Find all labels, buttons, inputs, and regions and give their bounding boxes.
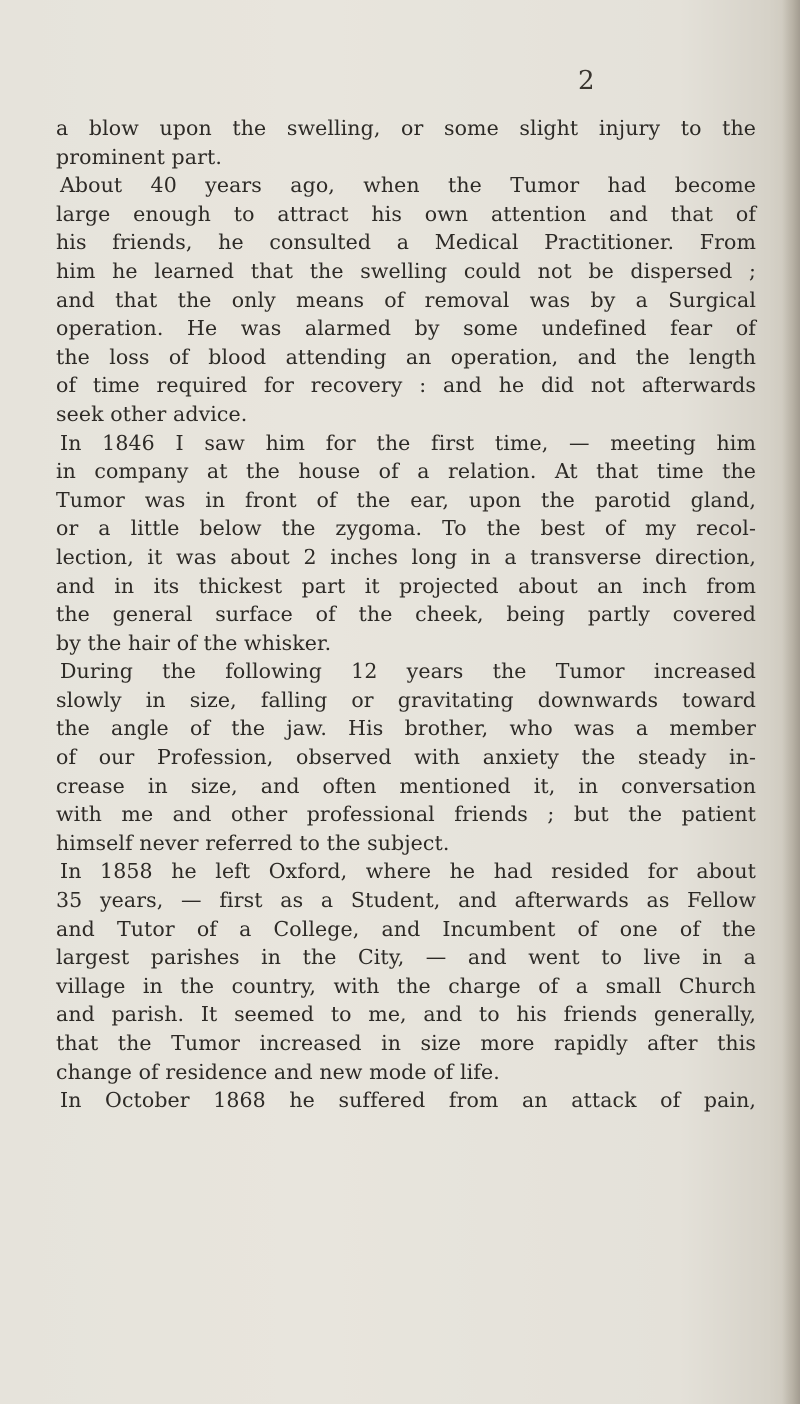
body-text [56,114,756,1115]
text-line: himself never referred to the subject. [56,830,450,855]
text-line: the angle of the jaw. His brother, who was a member [56,716,756,741]
page-number: 2 [578,66,595,96]
text-line: village in the country, with the charge of a small Church [56,973,756,998]
text-line: and that the only means of removal was by a Surgical [56,287,756,312]
text-line: and in its thickest part it projected about an inch from [56,573,756,598]
text-line: and Tutor of a College, and Incumbent of one of the [56,916,756,941]
text-line: of our Profession, observed with anxiety the steady in- [56,745,756,770]
page-edge-shadow [782,0,800,1404]
text-line: slowly in size, falling or gravitating downwards toward [56,687,756,712]
text-line: with me and other professional friends ; but the patient [56,802,756,827]
text-line: him he learned that the swelling could not be dispersed ; [56,258,756,283]
text-line: operation. He was alarmed by some undefined fear of [56,316,756,341]
text-line: During the following 12 years the Tumor increased [60,659,756,684]
text-line: or a little below the zygoma. To the best of my recol- [56,516,756,541]
text-line: change of residence and new mode of life. [56,1059,500,1084]
text-line: the loss of blood attending an operation, and the length [56,344,756,369]
text-line: of time required for recovery : and he did not afterwards [56,373,756,398]
text-line: largest parishes in the City, — and went to live in a [56,945,756,970]
text-line: a blow upon the swelling, or some slight injury to the [56,116,756,140]
text-line: by the hair of the whisker. [56,630,332,655]
text-line: prominent part. [56,144,222,169]
text-line: Tumor was in front of the ear, upon the parotid gland, [56,487,756,512]
text-line: crease in size, and often mentioned it, in conversation [56,773,756,798]
text-line: About 40 years ago, when the Tumor had become [60,173,756,198]
text-line: seek other advice. [56,401,248,426]
text-line: lection, it was about 2 inches long in a transverse direction, [56,544,756,569]
text-line: the general surface of the cheek, being partly covered [56,602,756,627]
text-line: his friends, he consulted a Medical Practitioner. From [56,230,756,255]
text-line: in company at the house of a relation. At that time the [56,459,756,484]
text-line: and parish. It seemed to me, and to his friends generally, [56,1002,756,1027]
text-line: 35 years, — first as a Student, and afterwards as Fellow [56,888,756,913]
text-line: In 1846 I saw him for the first time, — meeting him [60,430,756,455]
text-line: In October 1868 he suffered from an attack of pain, [60,1088,756,1113]
text-line: large enough to attract his own attention and that of [56,201,756,226]
text-line: that the Tumor increased in size more rapidly after this [56,1031,756,1055]
text-line: In 1858 he left Oxford, where he had resided for about [60,859,756,884]
